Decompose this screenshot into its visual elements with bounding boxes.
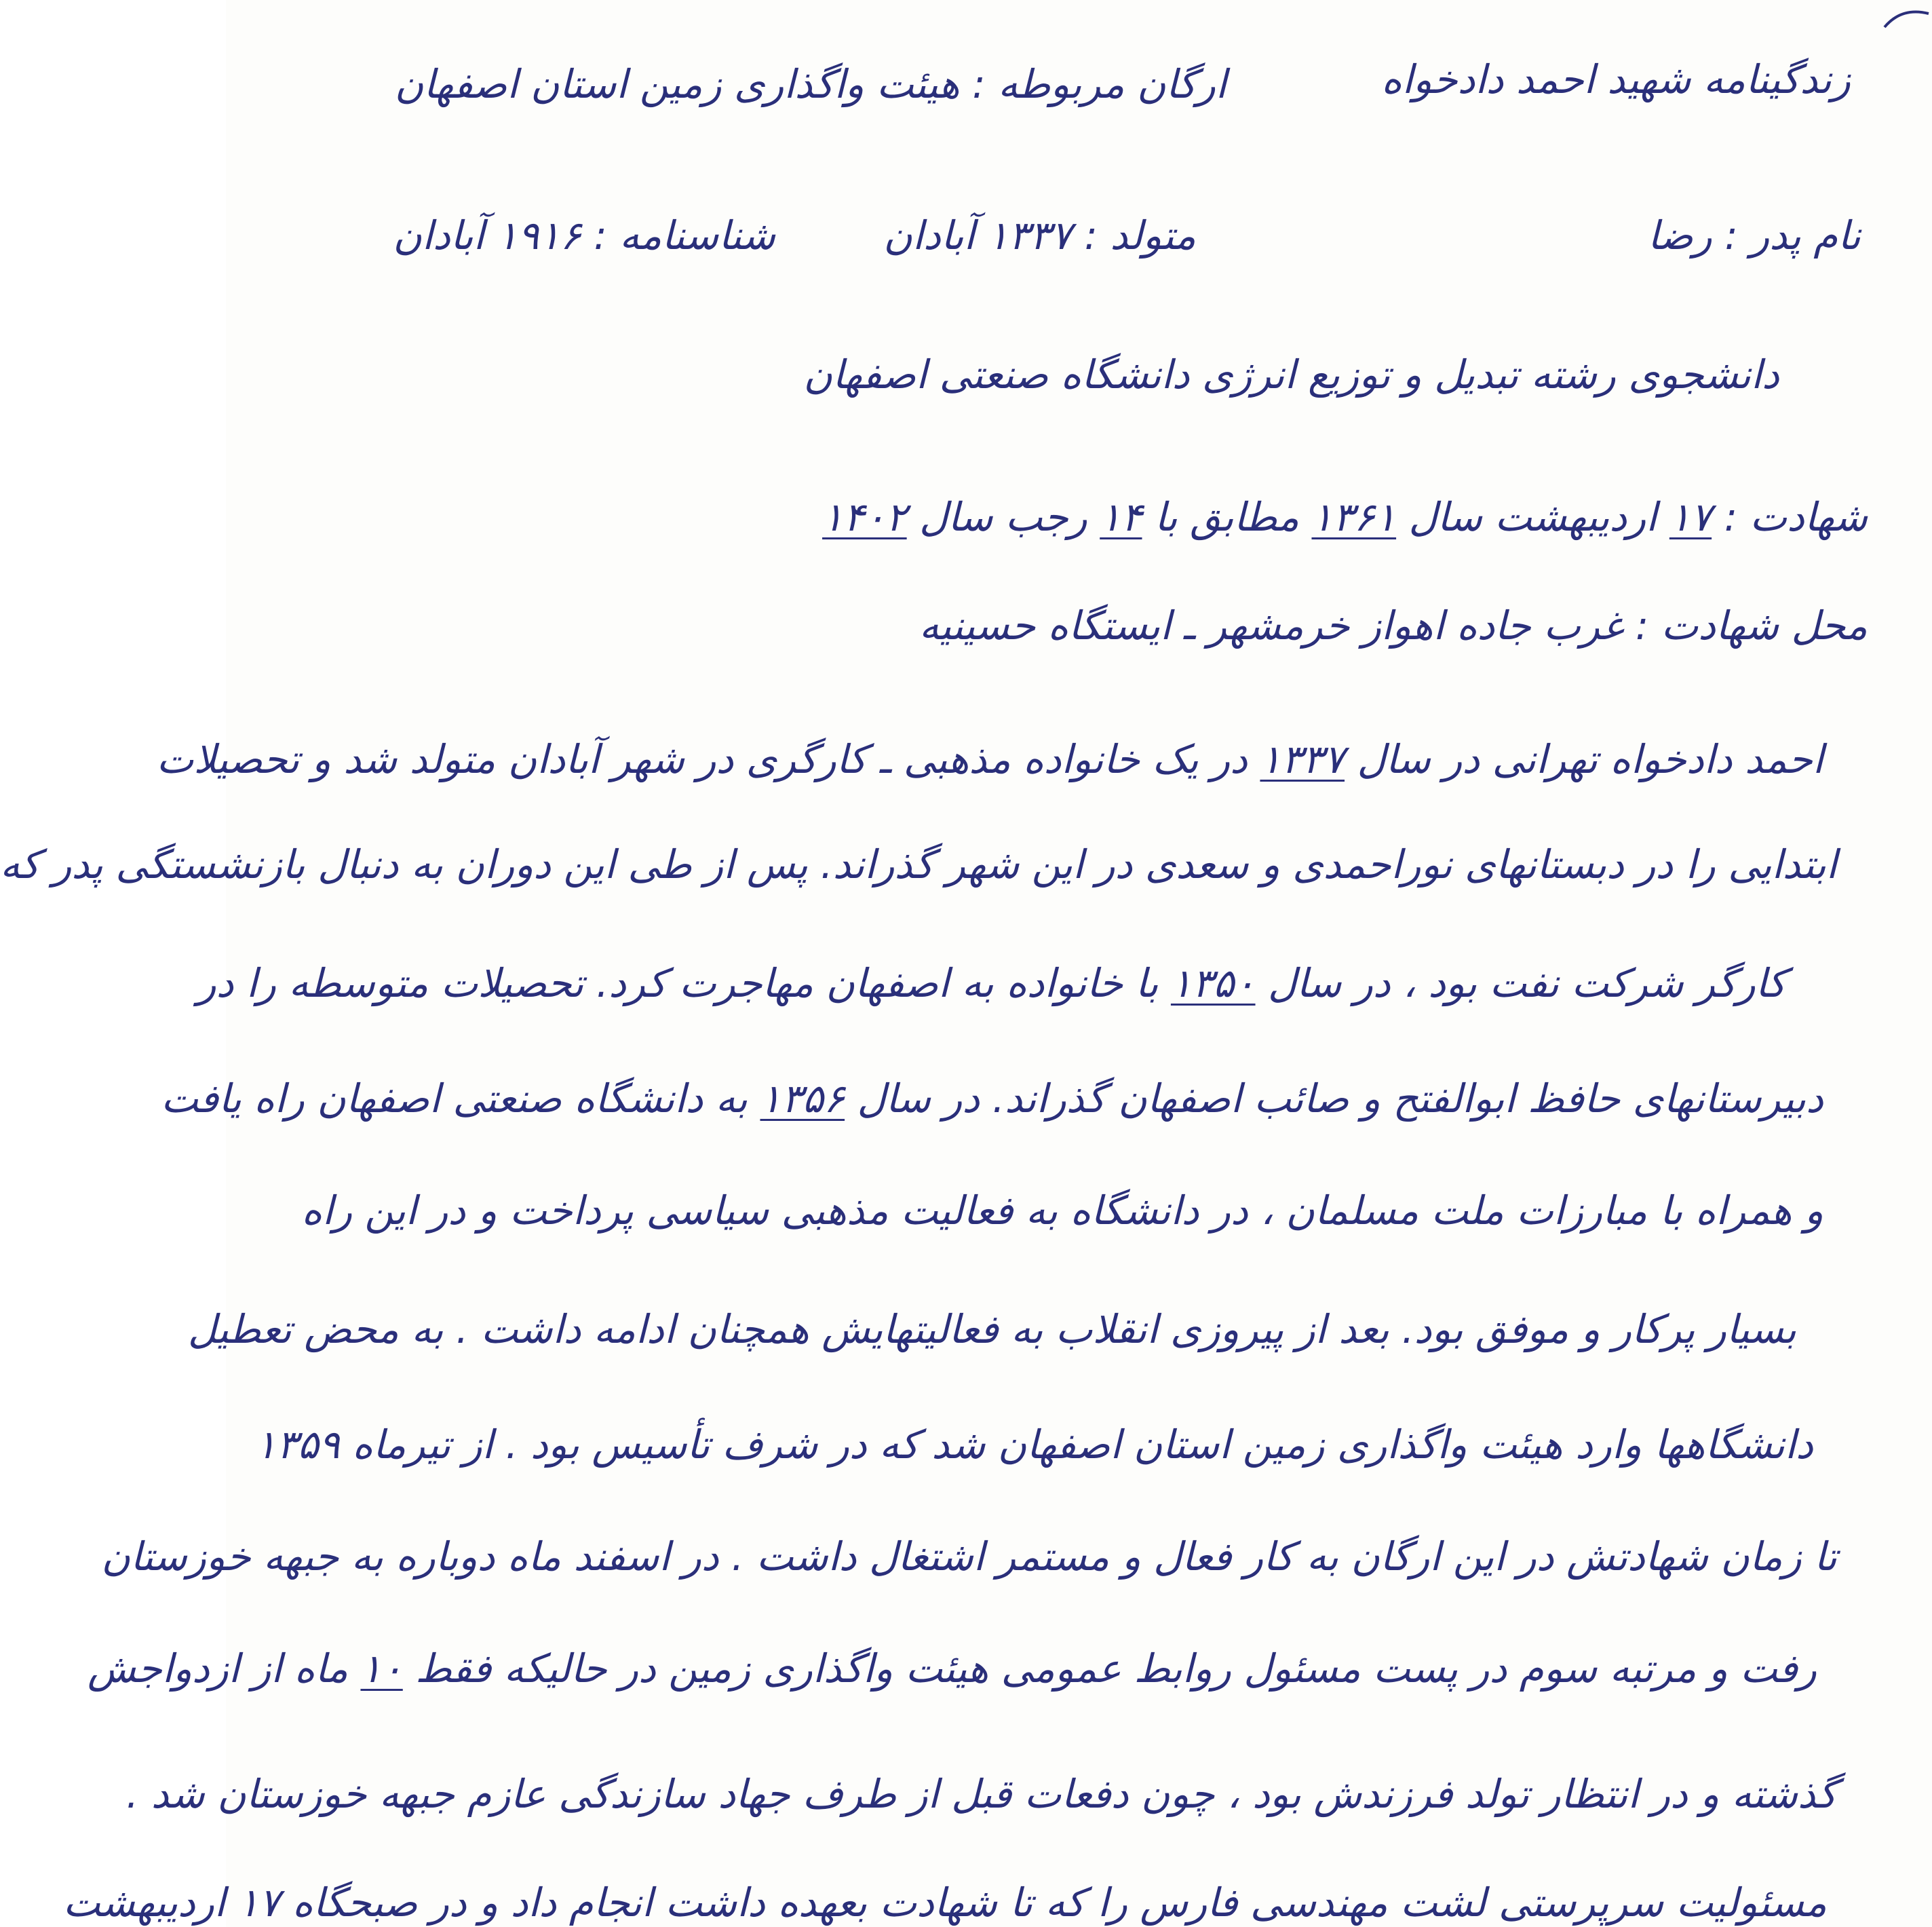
martyrdom-hijri-year: ۱۴۰۲ [822, 494, 907, 540]
body-line-10: گذشته و در انتظار تولد فرزندش بود ، چون دفعات قبل از طرف جهاد سازندگی عازم جبهه خوزستان شد . [125, 1771, 1837, 1817]
body-line-3-b: با خانواده به اصفهان مهاجرت کرد. تحصیلات متوسطه را در [197, 960, 1159, 1006]
body-line-3-a: کارگر شرکت نفت بود ، در سال [1267, 960, 1786, 1006]
body-line-9-a: رفت و مرتبه سوم در پست مسئول روابط عمومی هیئت واگذاری زمین در حالیکه فقط [415, 1645, 1817, 1692]
body-line-4 [161, 1075, 1823, 1122]
body-line-3 [197, 960, 1786, 1006]
father-name: نام پدر : رضا [1647, 212, 1861, 259]
martyrdom-hijri-month: رجب سال [919, 494, 1087, 540]
body-line-9 [88, 1645, 1817, 1692]
body-line-1 [156, 736, 1823, 782]
birth-info: متولد : ۱۳۳۷ آبادان [883, 212, 1196, 259]
body-line-7: دانشگاهها وارد هیئت واگذاری زمین استان اصفهان شد که در شرف تأسیس بود . از تیرماه ۱۳۵۹ [255, 1422, 1813, 1468]
body-line-8: تا زمان شهادتش در این ارگان به کار فعال و مستمر اشتغال داشت . در اسفند ماه دوباره به جبهه خوزستان [101, 1533, 1837, 1580]
body-line-1-a: احمد دادخواه تهرانی در سال [1357, 736, 1823, 782]
corner-ink-mark [1878, 0, 1932, 41]
body-line-2: ابتدایی را در دبستانهای نوراحمدی و سعدی در این شهر گذراند. پس از طی این دوران به دنبال بازنشستگی پدر که [0, 841, 1837, 888]
martyrdom-hijri-day: ۱۴ [1100, 494, 1142, 540]
martyrdom-day: ۱۷ [1669, 494, 1712, 540]
header-name: زندگینامه شهید احمد دادخواه [1381, 56, 1851, 102]
body-line-11: مسئولیت سرپرستی لشت مهندسی فارس را که تا شهادت بعهده داشت انجام داد و در صبحگاه ۱۷ اردیبهشت [62, 1880, 1827, 1926]
body-line-1-b: در یک خانواده مذهبی ـ کارگری در شهر آبادان متولد شد و تحصیلات [156, 736, 1248, 782]
body-line-3-year: ۱۳۵۰ [1170, 960, 1256, 1006]
student-info: دانشجوی رشته تبدیل و توزیع انرژی دانشگاه صنعتی اصفهان [803, 351, 1779, 398]
body-line-4-year: ۱۳۵۶ [760, 1075, 845, 1122]
header-org: ارگان مربوطه : هیئت واگذاری زمین استان اصفهان [394, 61, 1226, 107]
body-line-4-a: دبیرستانهای حافظ ابوالفتح و صائب اصفهان گذراند. در سال [857, 1075, 1823, 1122]
martyrdom-label: شهادت : [1724, 494, 1868, 540]
martyrdom-month: اردیبهشت سال [1408, 494, 1657, 540]
body-line-5: و همراه با مبارزات ملت مسلمان ، در دانشگاه به فعالیت مذهبی سیاسی پرداخت و در این راه [301, 1187, 1823, 1234]
body-line-6: بسیار پرکار و موفق بود. بعد از پیروزی انقلاب به فعالیتهایش همچنان ادامه داشت . به محض تعطیل [187, 1306, 1796, 1352]
body-line-4-b: به دانشگاه صنعتی اصفهان راه یافت [161, 1075, 748, 1122]
martyrdom-date [822, 494, 1868, 540]
body-line-1-year: ۱۳۳۷ [1260, 736, 1345, 782]
martyrdom-year: ۱۳۶۱ [1311, 494, 1397, 540]
martyrdom-place: محل شهادت : غرب جاده اهواز خرمشهر ـ ایستگاه حسینیه [919, 603, 1868, 649]
body-line-9-num: ۱۰ [360, 1645, 403, 1692]
martyrdom-equiv: مطابق با [1154, 494, 1300, 540]
body-line-9-b: ماه از ازدواجش [88, 1645, 349, 1692]
id-info: شناسنامه : ۱۹۱۶ آبادان [393, 212, 775, 259]
